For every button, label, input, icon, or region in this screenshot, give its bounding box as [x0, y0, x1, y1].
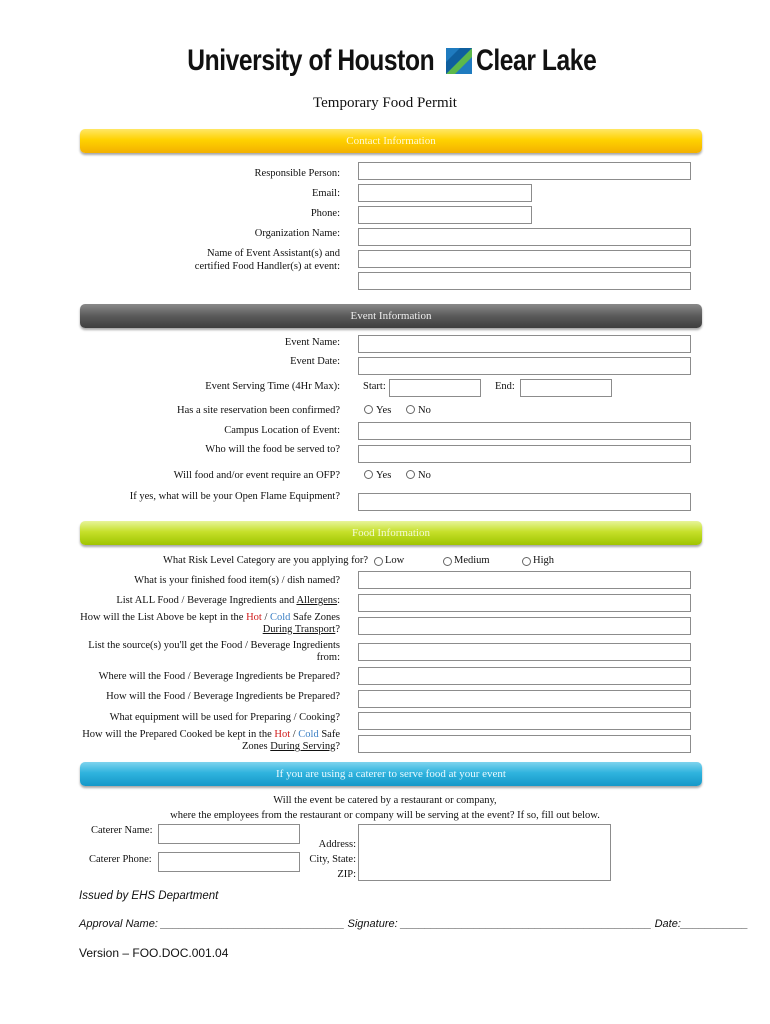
dish-name-field[interactable]	[358, 571, 691, 589]
label-caterer-name: Caterer Name:	[91, 825, 153, 836]
label-equipment: What equipment will be used for Preparing / Cooking?	[109, 712, 340, 723]
label-event-date: Event Date:	[290, 356, 340, 367]
allergens-text: Allergens	[296, 595, 338, 606]
hot-text: Hot	[246, 612, 262, 623]
start-time-field[interactable]	[389, 379, 481, 397]
risk-medium-radio[interactable]	[443, 557, 452, 566]
transport-field[interactable]	[358, 617, 691, 635]
label-transport-2: During Transport?	[262, 624, 340, 635]
label-ingredients: List ALL Food / Beverage Ingredients and Allergens:	[116, 595, 340, 606]
label-responsible-person: Responsible Person:	[254, 168, 340, 179]
caterer-phone-field[interactable]	[158, 852, 300, 872]
label-risk-level: What Risk Level Category are you applying for?	[163, 555, 368, 566]
where-prepared-field[interactable]	[358, 667, 691, 685]
responsible-person-field[interactable]	[358, 162, 691, 180]
issued-by: Issued by EHS Department	[79, 890, 219, 902]
label-address: Address:	[318, 839, 356, 850]
caterer-name-field[interactable]	[158, 824, 300, 844]
label-organization: Organization Name:	[254, 228, 340, 239]
label-open-flame: If yes, what will be your Open Flame Equipment?	[129, 491, 340, 502]
risk-high-radio[interactable]	[522, 557, 531, 566]
phone-field[interactable]	[358, 206, 532, 224]
event-date-field[interactable]	[358, 357, 691, 375]
section-contact-header: Contact Information	[80, 129, 702, 153]
caterer-question-2: where the employees from the restaurant or company will be serving at the event? If so, fill out below.	[170, 810, 600, 821]
serving-field[interactable]	[358, 735, 691, 753]
section-event-header: Event Information	[80, 304, 702, 328]
label-site-reservation: Has a site reservation been confirmed?	[177, 405, 340, 416]
logo-left-text: University of Houston	[187, 44, 434, 77]
label-source-2: from:	[316, 652, 340, 663]
cold-text-2: Cold	[298, 729, 319, 740]
section-caterer-header: If you are using a caterer to serve food at your event	[80, 762, 702, 786]
how-prepared-field[interactable]	[358, 690, 691, 708]
label-city-state: City, State:	[309, 854, 356, 865]
label-serving-time: Event Serving Time (4Hr Max):	[205, 381, 340, 392]
page-title: Temporary Food Permit	[313, 95, 457, 111]
ofp-yes-radio[interactable]	[364, 470, 373, 479]
risk-low-label: Low	[385, 555, 405, 566]
reservation-yes-label: Yes	[376, 405, 392, 416]
label-email: Email:	[312, 188, 340, 199]
caterer-question-1: Will the event be catered by a restaurant or company,	[273, 795, 497, 806]
label-how-prepared: How will the Food / Beverage Ingredients be Prepared?	[106, 691, 340, 702]
reservation-no-label: No	[418, 405, 431, 416]
organization-field[interactable]	[358, 228, 691, 246]
label-transport-1: How will the List Above be kept in the Hot / Cold Safe Zones	[80, 612, 340, 623]
label-caterer-phone: Caterer Phone:	[89, 854, 152, 865]
caterer-address-field[interactable]	[358, 824, 611, 881]
label-source-1: List the source(s) you'll get the Food / Beverage Ingredients	[88, 640, 340, 651]
risk-low-radio[interactable]	[374, 557, 383, 566]
event-assistant-field-2[interactable]	[358, 272, 691, 290]
hot-text-2: Hot	[274, 729, 291, 740]
label-phone: Phone:	[310, 208, 340, 219]
ofp-no-label: No	[418, 470, 431, 481]
label-serving-2: Zones During Serving?	[241, 741, 340, 752]
cold-text: Cold	[270, 612, 291, 623]
ofp-no-radio[interactable]	[406, 470, 415, 479]
label-event-assistant-2: certified Food Handler(s) at event:	[194, 261, 340, 272]
end-time-field[interactable]	[520, 379, 612, 397]
label-event-assistant-1: Name of Event Assistant(s) and	[207, 248, 340, 259]
ingredients-field[interactable]	[358, 594, 691, 612]
served-to-field[interactable]	[358, 445, 691, 463]
label-serving-1: How will the Prepared Cooked be kept in the Hot / Cold Safe	[82, 729, 340, 740]
risk-medium-label: Medium	[454, 555, 490, 566]
label-campus-location: Campus Location of Event:	[224, 425, 340, 436]
version-text: Version – FOO.DOC.001.04	[79, 946, 229, 960]
uhcl-logo-icon	[446, 48, 472, 74]
risk-high-label: High	[533, 555, 554, 566]
label-event-name: Event Name:	[284, 337, 340, 348]
source-field[interactable]	[358, 643, 691, 661]
label-ofp: Will food and/or event require an OFP?	[173, 470, 340, 481]
campus-location-field[interactable]	[358, 422, 691, 440]
event-assistant-field-1[interactable]	[358, 250, 691, 268]
event-name-field[interactable]	[358, 335, 691, 353]
open-flame-field[interactable]	[358, 493, 691, 511]
reservation-no-radio[interactable]	[406, 405, 415, 414]
label-dish-name: What is your finished food item(s) / dish named?	[134, 575, 340, 586]
label-zip: ZIP:	[337, 869, 356, 880]
logo-right-text: Clear Lake	[476, 44, 597, 77]
reservation-yes-radio[interactable]	[364, 405, 373, 414]
approval-signature-line: Approval Name: ______________________________ Signature: _________________________________________ Date:___________	[79, 918, 749, 930]
equipment-field[interactable]	[358, 712, 691, 730]
section-food-header: Food Information	[80, 521, 702, 545]
email-field[interactable]	[358, 184, 532, 202]
uhcl-logo	[0, 44, 770, 84]
ofp-yes-label: Yes	[376, 470, 392, 481]
label-where-prepared: Where will the Food / Beverage Ingredients be Prepared?	[98, 671, 340, 682]
label-start: Start:	[363, 381, 386, 392]
label-served-to: Who will the food be served to?	[205, 444, 340, 455]
label-end: End:	[495, 381, 515, 392]
